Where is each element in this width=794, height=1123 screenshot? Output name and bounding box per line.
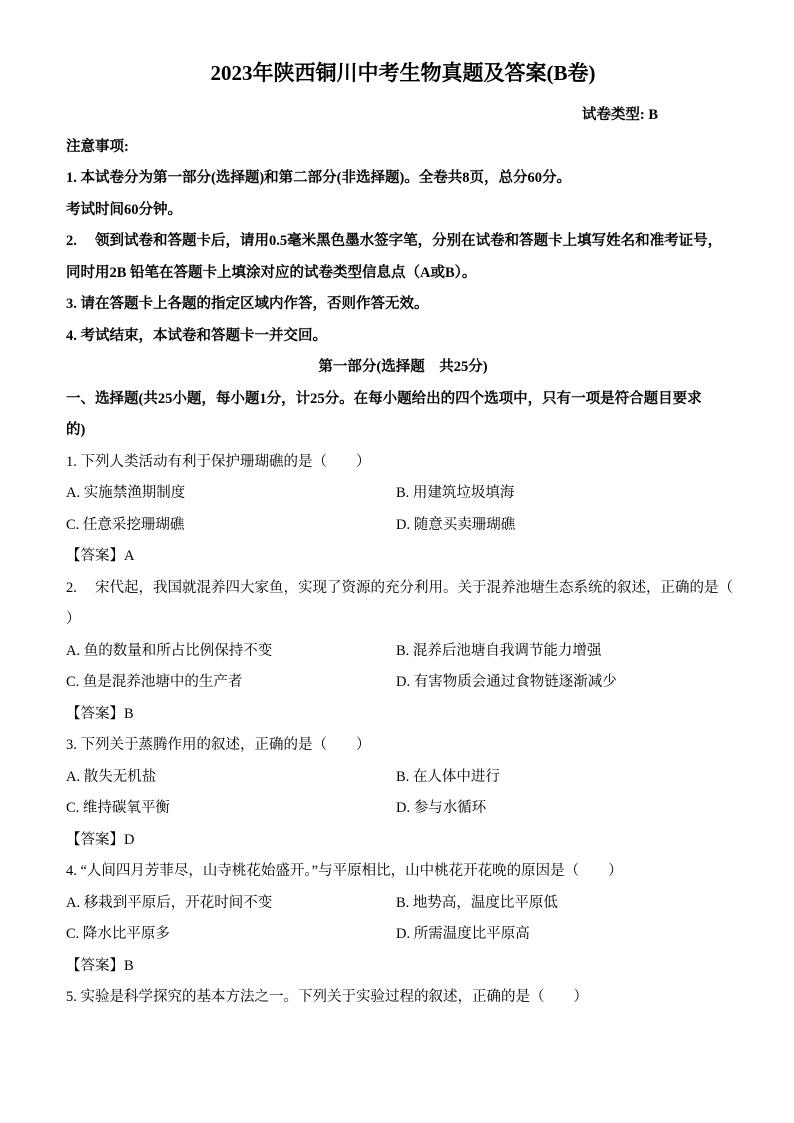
question-1-answer: 【答案】A xyxy=(66,548,135,564)
notice-line-3: 2. 领到试卷和答题卡后，请用0.5毫米黑色墨水签字笔，分别在试卷和答题卡上填写姓名和准考证号， xyxy=(66,233,723,249)
option-a: A. 移栽到平原后，开花时间不变 xyxy=(66,894,273,911)
question-1-option-row xyxy=(66,510,740,542)
notice-line-4: 同时用2B 铅笔在答题卡上填涂对应的试卷类型信息点（A或B）。 xyxy=(66,264,477,281)
option-b: B. 在人体中进行 xyxy=(396,768,500,785)
question-list xyxy=(66,447,740,1014)
option-d: D. 所需温度比平原高 xyxy=(396,926,530,942)
instructions-line-2: 的) xyxy=(66,422,86,438)
question-4-stem-line-1: 4. “人间四月芳菲尽，山寺桃花始盛开。”与平原相比，山中桃花开花晚的原因是（ ） xyxy=(66,863,623,879)
question-4-option-row xyxy=(66,919,740,951)
question-block-1 xyxy=(66,447,740,573)
question-3-option-row xyxy=(66,762,740,794)
question-block-4 xyxy=(66,856,740,982)
question-1-option-row xyxy=(66,478,740,510)
question-block-3 xyxy=(66,730,740,856)
question-3-option-row xyxy=(66,793,740,825)
question-2-stem-line-1: 2. 宋代起，我国就混养四大家鱼，实现了资源的充分利用。关于混养池塘生态系统的叙述，正确的是（ xyxy=(66,579,733,596)
question-2-option-row xyxy=(66,636,740,668)
section-instructions xyxy=(66,384,740,447)
option-b: B. 用建筑垃圾填海 xyxy=(396,485,515,501)
question-4-option-row xyxy=(66,888,740,920)
question-3-stem-line-1: 3. 下列关于蒸腾作用的叙述，正确的是（ ） xyxy=(66,737,371,753)
notice-line-5: 3. 请在答题卡上各题的指定区域内作答，否则作答无效。 xyxy=(66,296,429,312)
section-heading: 第一部分(选择题 共25分) xyxy=(318,359,488,375)
question-2-stem-line-2: ） xyxy=(66,611,81,627)
option-b: B. 混养后池塘自我调节能力增强 xyxy=(396,642,602,659)
question-4-answer: 【答案】B xyxy=(66,957,134,974)
notice-list xyxy=(66,163,740,352)
question-3-answer: 【答案】D xyxy=(66,831,135,848)
notice-line-6: 4. 考试结束，本试卷和答题卡一并交回。 xyxy=(66,327,327,344)
question-1-stem-line-1: 1. 下列人类活动有利于保护珊瑚礁的是（ ） xyxy=(66,453,371,470)
question-2-answer: 【答案】B xyxy=(66,705,134,722)
option-c: C. 降水比平原多 xyxy=(66,926,170,942)
question-2-option-row xyxy=(66,667,740,699)
page-title: 2023年陕西铜川中考生物真题及答案(B卷) xyxy=(210,61,596,85)
question-block-5 xyxy=(66,982,740,1014)
paper-type-label: 试卷类型: B xyxy=(581,107,658,123)
option-d: D. 参与水循环 xyxy=(396,800,487,816)
option-a: A. 鱼的数量和所占比例保持不变 xyxy=(66,642,273,659)
notice-heading: 注意事项: xyxy=(66,138,129,155)
question-block-2 xyxy=(66,573,740,731)
option-c: C. 任意采挖珊瑚礁 xyxy=(66,516,185,533)
option-c: C. 维持碳氧平衡 xyxy=(66,800,170,816)
option-c: C. 鱼是混养池塘中的生产者 xyxy=(66,674,243,690)
option-a: A. 实施禁渔期制度 xyxy=(66,485,186,501)
question-5-stem-line-1: 5. 实验是科学探究的基本方法之一。下列关于实验过程的叙述，正确的是（ ） xyxy=(66,989,588,1005)
notice-line-1: 1. 本试卷分为第一部分(选择题)和第二部分(非选择题)。全卷共8页，总分60分。 xyxy=(66,170,572,186)
option-b: B. 地势高，温度比平原低 xyxy=(396,894,558,911)
instructions-line-1: 一、选择题(共25小题，每小题1分，计25分。在每小题给出的四个选项中，只有一项是符合题目要求 xyxy=(66,390,702,407)
option-d: D. 有害物质会通过食物链逐渐减少 xyxy=(396,674,617,690)
option-d: D. 随意买卖珊瑚礁 xyxy=(396,516,516,533)
notice-line-2: 考试时间60分钟。 xyxy=(66,201,182,218)
option-a: A. 散失无机盐 xyxy=(66,768,157,785)
